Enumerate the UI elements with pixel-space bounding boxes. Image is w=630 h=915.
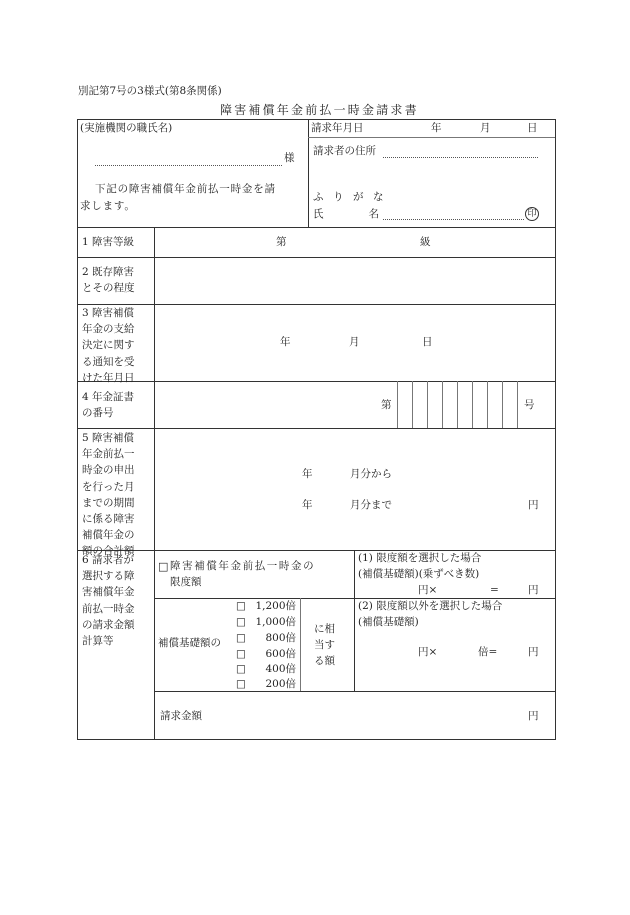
label-column-divider xyxy=(154,227,155,739)
row2-label xyxy=(82,264,152,296)
row5-top xyxy=(77,428,556,429)
row5-label xyxy=(82,430,152,560)
row5-label-line: 補償年金の xyxy=(82,529,135,542)
row3-label-line: る通知を受 xyxy=(82,355,135,368)
table-right-border xyxy=(555,119,556,739)
date-day: 日 xyxy=(527,122,538,134)
cert-box-line xyxy=(457,381,458,428)
row4-label-line: 4 年金証書 xyxy=(82,391,135,403)
row5-year-to: 年 xyxy=(302,499,313,511)
top-divider xyxy=(308,119,309,227)
agency-dotted-line xyxy=(95,165,282,166)
cert-box-line xyxy=(502,381,503,428)
agency-label: (実施機関の職氏名) xyxy=(80,122,173,134)
row5-label-line: 5 障害補償 xyxy=(82,432,135,444)
address-dotted-line xyxy=(383,157,538,158)
base-amount-label: 補償基礎額の xyxy=(158,637,221,649)
row1-suffix: 級 xyxy=(420,236,431,248)
row1-label: 1 障害等級 xyxy=(82,236,135,248)
row5-year-from: 年 xyxy=(302,468,313,480)
table-top-border xyxy=(77,119,556,120)
row5-label-line: 年金前払一 xyxy=(82,448,135,461)
cert-box-line xyxy=(412,381,413,428)
cert-box-line xyxy=(487,381,488,428)
row5-yen: 円 xyxy=(528,499,539,511)
row6-claim-line xyxy=(154,691,555,692)
equivalent-label-line: 当す xyxy=(314,639,335,651)
row4-label xyxy=(82,389,152,421)
multiplier-option: 600倍 xyxy=(265,648,296,660)
row5-from: 月分から xyxy=(350,468,392,480)
equivalent-label-line: に相 xyxy=(314,623,335,635)
row6-label-line: 6 請求者が xyxy=(82,554,135,566)
row6-label-line: 計算等 xyxy=(82,635,114,648)
multiplier-checkbox[interactable]: □ xyxy=(236,663,246,675)
case1-line-1: (1) 限度額を選択した場合 xyxy=(358,552,482,564)
multiplier-option: 200倍 xyxy=(265,678,296,690)
row5-to: 月分まで xyxy=(350,499,392,511)
row6-label xyxy=(82,552,152,649)
multiplier-option: 1,000倍 xyxy=(255,616,296,628)
case2-line-1: (2) 限度額以外を選択した場合 xyxy=(358,600,503,612)
row6-equiv-divider xyxy=(300,598,301,691)
row3-label-line: けた年月日 xyxy=(82,371,135,384)
limit-label-line-2: 限度額 xyxy=(170,576,202,588)
row5-label-line: 時金の申出 xyxy=(82,464,135,477)
furigana-label: ふりがな xyxy=(313,191,393,203)
row6-label-line: 害補償年金 xyxy=(82,586,135,599)
table-left-border xyxy=(77,119,78,739)
row6-mid-divider xyxy=(354,550,355,691)
row4-suffix: 号 xyxy=(524,399,535,411)
seal-mark: 印 xyxy=(525,207,539,221)
case1-equals: = xyxy=(490,584,499,596)
row2-top xyxy=(77,257,556,258)
form-number: 別記第7号の3様式(第8条関係) xyxy=(78,85,222,97)
multiplier-option: 400倍 xyxy=(265,663,296,675)
cert-box-line xyxy=(517,381,518,428)
row2-label-line: 2 既存障害 xyxy=(82,266,135,278)
row3-year: 年 xyxy=(280,336,291,348)
row6-label-line: の請求金額 xyxy=(82,618,135,631)
row6-label-line: 前払一時金 xyxy=(82,602,135,615)
row4-prefix: 第 xyxy=(381,399,392,411)
multiplier-option: 800倍 xyxy=(265,632,296,644)
case2-line-2: (補償基礎額) xyxy=(358,616,419,628)
agency-suffix: 様 xyxy=(284,152,295,164)
row5-label-line: 額の合計額 xyxy=(82,545,135,558)
case1-yen: 円 xyxy=(528,584,539,596)
request-line-2: 求します。 xyxy=(80,200,136,212)
case2-yen: 円 xyxy=(528,646,539,658)
multiplier-checkbox[interactable]: □ xyxy=(236,600,246,612)
cert-box-line xyxy=(397,381,398,428)
date-year: 年 xyxy=(431,122,442,134)
case2-times-equals: 倍= xyxy=(478,646,498,658)
multiplier-checkbox[interactable]: □ xyxy=(236,648,246,660)
date-row-line xyxy=(308,137,555,138)
table-bottom-border xyxy=(77,739,556,740)
row6-inner-line xyxy=(154,598,555,599)
row3-label-line: 3 障害補償 xyxy=(82,307,135,319)
limit-checkbox[interactable]: □ xyxy=(158,560,169,573)
row3-day: 日 xyxy=(422,336,433,348)
limit-label-line-1: 障害補償年金前払一時金の xyxy=(170,560,316,572)
row2-label-line: とその程度 xyxy=(82,282,135,295)
date-month: 月 xyxy=(480,122,491,134)
multiplier-checkbox[interactable]: □ xyxy=(236,632,246,644)
equivalent-label xyxy=(314,621,346,669)
cert-box-line xyxy=(427,381,428,428)
multiplier-checkbox[interactable]: □ xyxy=(236,616,246,628)
row5-label-line: までの期間 xyxy=(82,496,135,509)
row5-label-line: を行った月 xyxy=(82,480,135,493)
date-label: 請求年月日 xyxy=(311,122,364,134)
row3-month: 月 xyxy=(349,336,360,348)
cert-box-line xyxy=(472,381,473,428)
multiplier-option: 1,200倍 xyxy=(255,600,296,612)
row3-label-line: 年金の支給 xyxy=(82,323,135,336)
case2-yen-times: 円× xyxy=(418,646,438,658)
claim-amount-yen: 円 xyxy=(528,710,539,722)
case1-yen-times: 円× xyxy=(418,584,438,596)
row5-label-line: に係る障害 xyxy=(82,513,135,526)
case1-line-2: (補償基礎額)(乗ずべき数) xyxy=(358,568,480,580)
address-label: 請求者の住所 xyxy=(313,145,376,157)
row6-label-line: 選択する障 xyxy=(82,570,135,583)
claim-amount-label: 請求金額 xyxy=(160,710,202,722)
row3-label xyxy=(82,305,152,386)
row3-label-line: 決定に関す xyxy=(82,339,135,352)
multiplier-checkbox[interactable]: □ xyxy=(236,678,246,690)
row4-label-line: の番号 xyxy=(82,407,114,420)
form-title: 障害補償年金前払一時金請求書 xyxy=(220,103,419,117)
row1-top xyxy=(77,227,556,228)
equivalent-label-line: る額 xyxy=(314,655,335,667)
row1-prefix: 第 xyxy=(276,236,287,248)
cert-box-line xyxy=(442,381,443,428)
request-line-1: 下記の障害補償年金前払一時金を請 xyxy=(95,183,276,195)
name-label: 氏名 xyxy=(313,208,424,220)
